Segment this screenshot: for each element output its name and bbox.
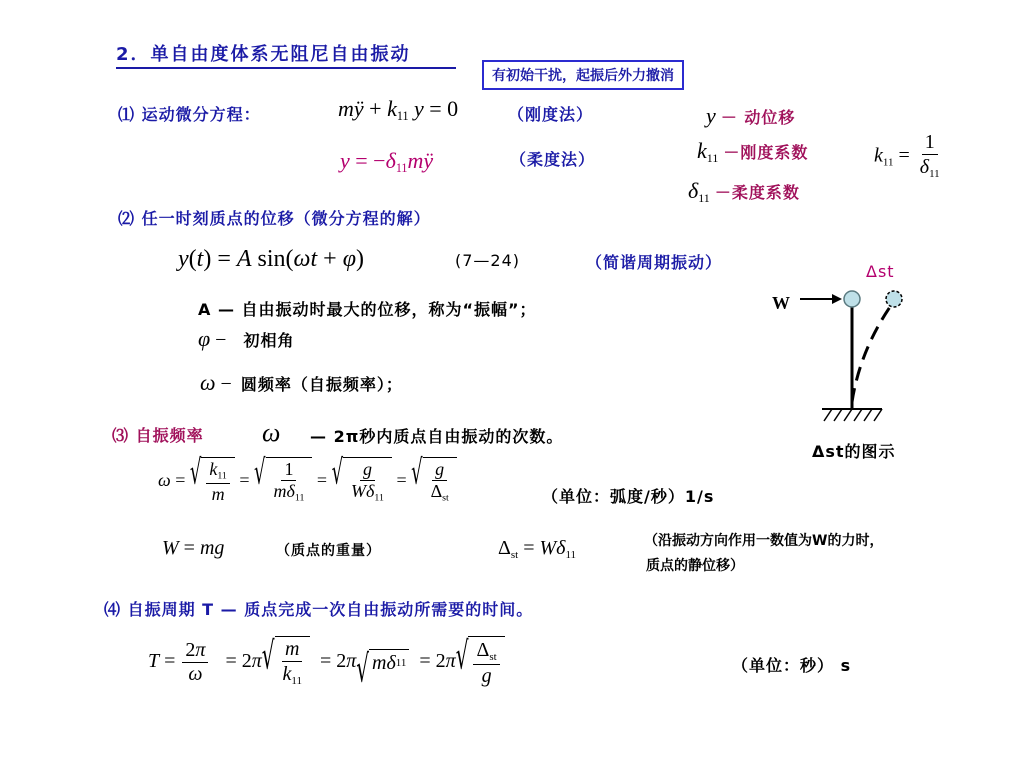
mass-original <box>844 291 860 307</box>
omega-definition: — 2π秒内质点自由振动的次数。 <box>310 427 564 446</box>
deflected-shape <box>852 304 892 402</box>
legend-delta: $\delta_{11}$ －柔度系数 <box>688 178 800 206</box>
static-displacement-formula: $\Delta_{st} = W\delta_{11}$ <box>498 537 577 561</box>
k-delta-relation: $k_{11}$ = $\frac{1}{\delta_{11}}$ <box>874 131 940 180</box>
figure-caption: Δst的图示 <box>812 442 896 461</box>
period-formula: T = $\frac{2\pi}{\omega}$ = 2 π √ $\frac{m}{k_{11}}$ = 2 π √ mδ 11 = 2 π √ $\frac{\Delta_{st}}{g}$ <box>148 636 505 687</box>
force-label: W <box>772 293 790 313</box>
stiffness-equation: mÿ + $k_{11}$ y = 0 <box>338 96 459 124</box>
s1-label: ⑴ 运动微分方程： <box>118 105 261 124</box>
static-note-line2: 质点的静位移） <box>646 558 744 574</box>
s4-label: ⑷ 自振周期 T — 质点完成一次自由振动所需要的时间。 <box>104 600 534 619</box>
omega-symbol: ω <box>262 418 281 447</box>
period-unit: （单位：秒） s <box>732 656 852 675</box>
legend-y: y － 动位移 <box>706 103 796 128</box>
delta-st-label: Δst <box>866 262 895 281</box>
s2-label: ⑵ 任一时刻质点的位移（微分方程的解） <box>118 209 431 228</box>
equation-number: (7—24) <box>455 251 521 270</box>
weight-tag: （质点的重量） <box>276 543 381 559</box>
frequency-formula: ω = √ $\frac{k_{11}}{m}$ = √ $\frac{1}{m\delta_{11}}$ = √ $\frac{g}{W\delta_{11}}$ = √ $\frac{g}{\Delta_{st}}$ <box>158 457 457 504</box>
cantilever-diagram <box>790 280 920 430</box>
s3-label: ⑶ 自振频率 <box>112 426 204 445</box>
weight-formula: W = mg <box>162 537 225 559</box>
mass-deflected <box>886 291 902 307</box>
flexibility-tag: （柔度法） <box>510 150 596 169</box>
flexibility-equation: $y = -\delta_{11}mÿ$ <box>340 148 434 176</box>
force-arrowhead <box>832 294 842 304</box>
displacement-equation: y(t) = A sin(ωt + φ) <box>178 246 364 272</box>
callout-box: 有初始干扰，起振后外力撤消 <box>482 60 684 90</box>
omega-desc: ω − 圆频率（自振频率）； <box>200 370 403 395</box>
amplitude-desc: A — 自由振动时最大的位移，称为“振幅”； <box>198 300 537 319</box>
frequency-unit: （单位：弧度/秒）1/s <box>542 487 715 506</box>
phase-desc: φ − 初相角 <box>198 326 295 351</box>
title-underline <box>116 67 456 69</box>
stiffness-tag: （刚度法） <box>508 105 594 124</box>
ground-hatch <box>824 409 882 421</box>
static-note-line1: （沿振动方向作用一数值为W的力时， <box>644 533 884 549</box>
legend-k: $k_{11}$ －刚度系数 <box>697 138 809 166</box>
harmonic-tag: （简谐周期振动） <box>586 253 723 272</box>
section-title: 2．单自由度体系无阻尼自由振动 <box>116 44 411 65</box>
